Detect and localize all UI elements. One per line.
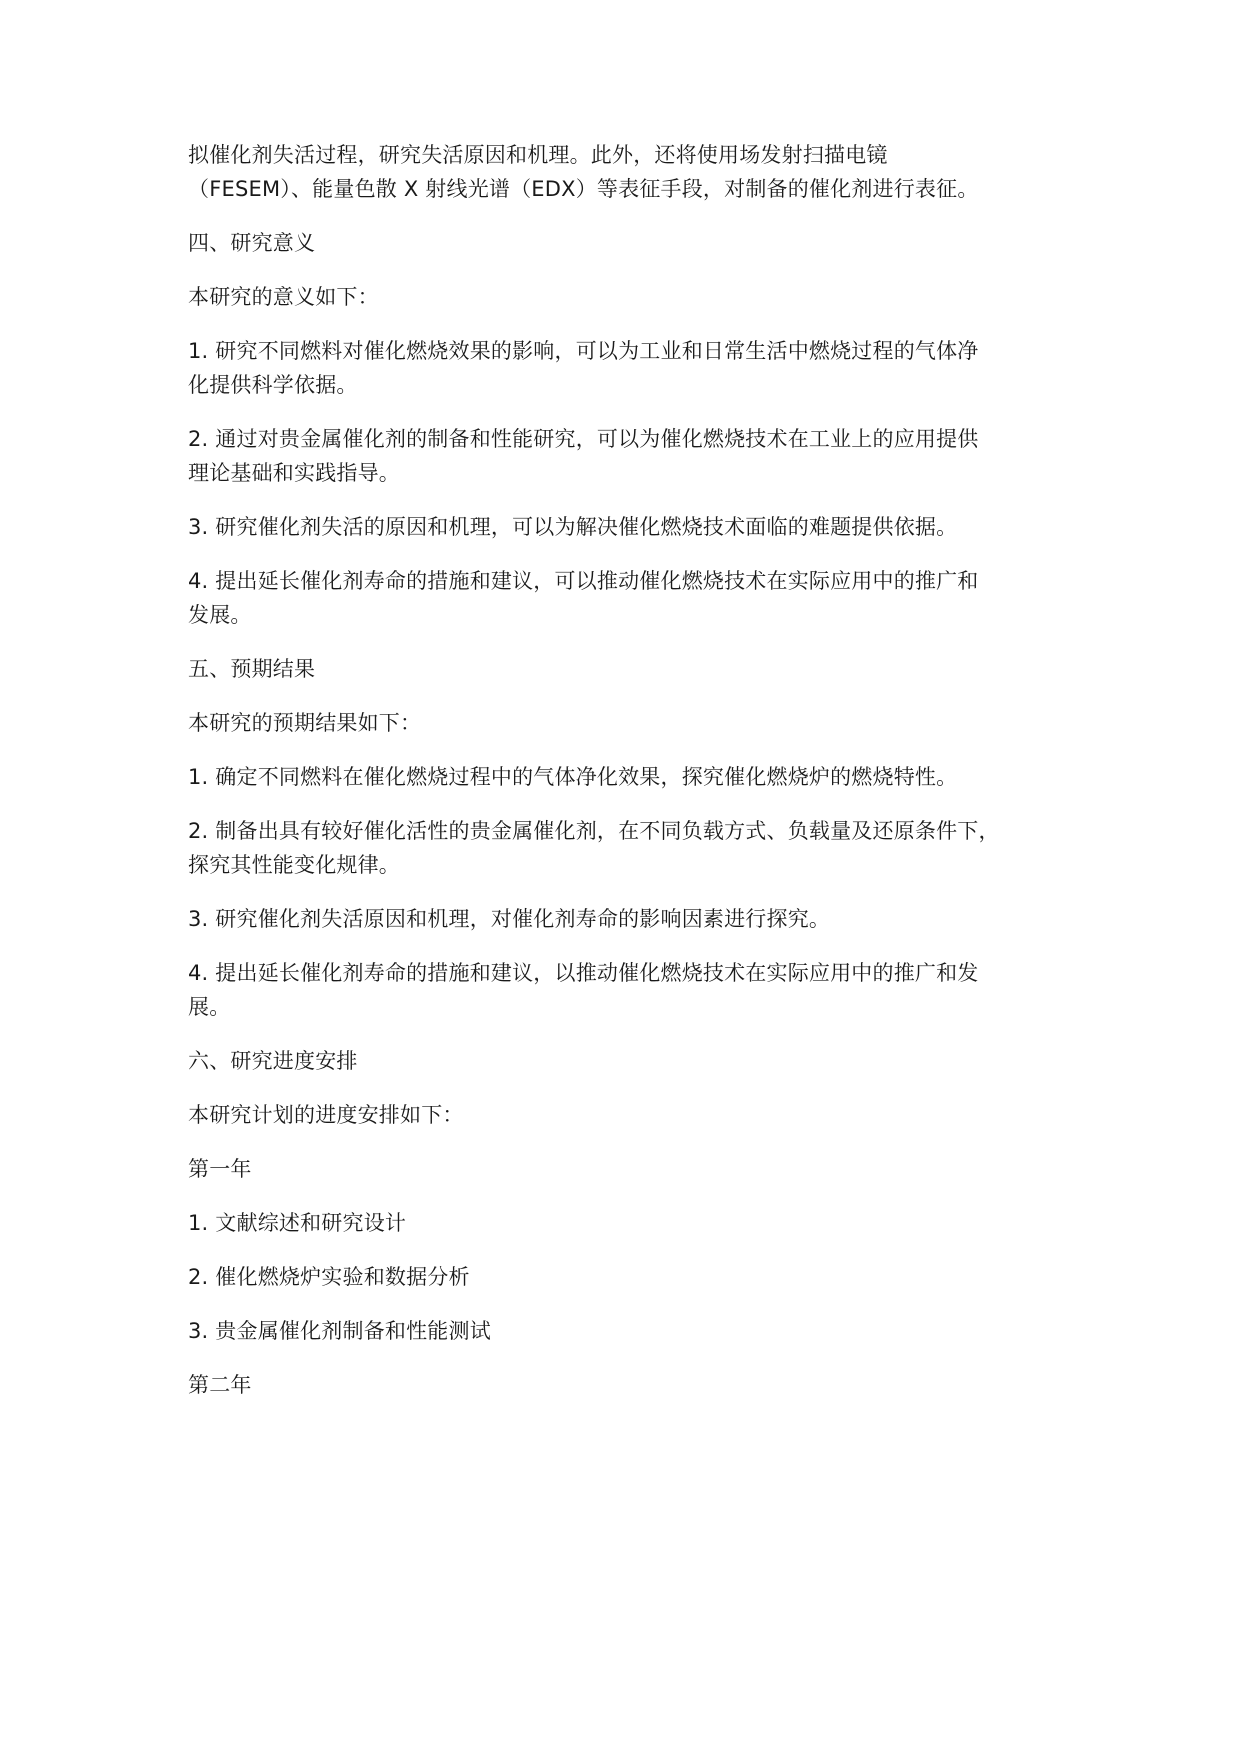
list-item: 4. 提出延长催化剂寿命的措施和建议，以推动催化燃烧技术在实际应用中的推广和发 [188, 961, 979, 985]
subsection-heading: 第一年 [188, 1157, 252, 1181]
list-item: 2. 催化燃烧炉实验和数据分析 [188, 1265, 470, 1289]
list-item: 3. 研究催化剂失活的原因和机理，可以为解决催化燃烧技术面临的难题提供依据。 [188, 515, 958, 539]
list-item-continuation: 理论基础和实践指导。 [188, 461, 400, 485]
list-item: 2. 制备出具有较好催化活性的贵金属催化剂，在不同负载方式、负载量及还原条件下， [188, 819, 1000, 843]
list-item: 4. 提出延长催化剂寿命的措施和建议，可以推动催化燃烧技术在实际应用中的推广和 [188, 569, 979, 593]
section-heading: 六、研究进度安排 [188, 1049, 358, 1073]
list-item-continuation: 发展。 [188, 603, 252, 627]
list-item-continuation: 化提供科学依据。 [188, 373, 358, 397]
list-item: 1. 文献综述和研究设计 [188, 1211, 407, 1235]
paragraph-line: 本研究计划的进度安排如下： [188, 1103, 464, 1127]
paragraph-line: 拟催化剂失活过程，研究失活原因和机理。此外，还将使用场发射扫描电镜 [188, 143, 888, 167]
paragraph-line: 本研究的预期结果如下： [188, 711, 422, 735]
subsection-heading: 第二年 [188, 1373, 252, 1397]
paragraph-line: 本研究的意义如下： [188, 285, 379, 309]
list-item: 3. 贵金属催化剂制备和性能测试 [188, 1319, 491, 1343]
list-item-continuation: 展。 [188, 995, 231, 1019]
list-item: 1. 确定不同燃料在催化燃烧过程中的气体净化效果，探究催化燃烧炉的燃烧特性。 [188, 765, 958, 789]
section-heading: 五、预期结果 [188, 657, 316, 681]
list-item: 3. 研究催化剂失活原因和机理，对催化剂寿命的影响因素进行探究。 [188, 907, 831, 931]
list-item: 2. 通过对贵金属催化剂的制备和性能研究，可以为催化燃烧技术在工业上的应用提供 [188, 427, 979, 451]
list-item: 1. 研究不同燃料对催化燃烧效果的影响，可以为工业和日常生活中燃烧过程的气体净 [188, 339, 979, 363]
paragraph-line: （FESEM）、能量色散 X 射线光谱（EDX）等表征手段，对制备的催化剂进行表征。 [188, 177, 979, 201]
section-heading: 四、研究意义 [188, 231, 316, 255]
list-item-continuation: 探究其性能变化规律。 [188, 853, 400, 877]
